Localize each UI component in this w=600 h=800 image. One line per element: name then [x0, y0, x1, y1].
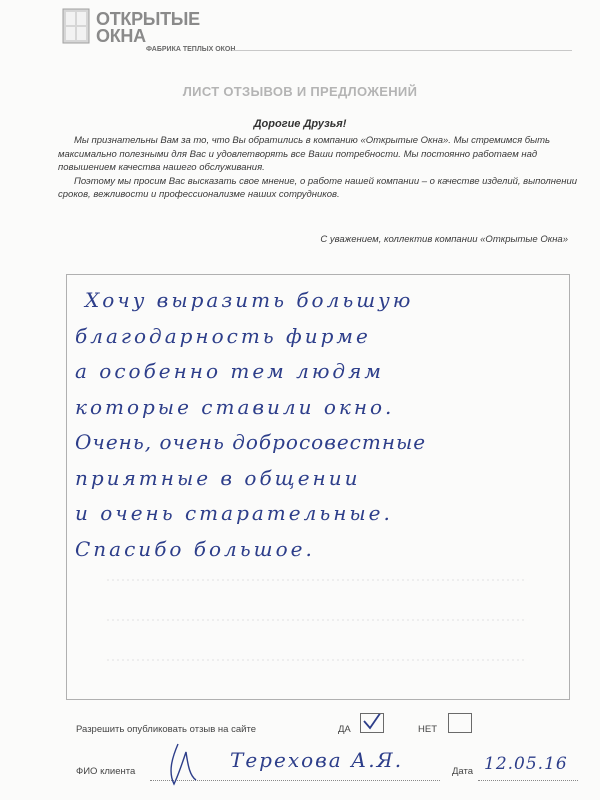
date-value[interactable]: 12.05.16: [484, 754, 568, 774]
feedback-line: а особенно тем людям: [75, 359, 384, 383]
checkmark-icon: [361, 714, 383, 732]
intro-paragraph-1: Мы признательны Вам за то, что Вы обратились в компанию «Открытые Окна». Мы стремимся быть максимально полезными для Вас и удовлетворять все Ваши потребности. Мы постоянно работаем над повышением качества нашего обслуживания.: [58, 135, 551, 173]
feedback-line: приятные в общении: [75, 465, 361, 490]
intro-paragraph-2: Поэтому мы просим Вас высказать свое мнение, о работе нашей компании – о качестве изделий, выполнении сроков, вежливости и профессионализме наших сотрудников.: [58, 175, 578, 200]
client-name-value[interactable]: Терехова А.Я.: [230, 748, 404, 772]
yes-label: ДА: [338, 724, 351, 735]
feedback-line: и очень старательные.: [75, 501, 393, 525]
date-line: [478, 780, 578, 781]
feedback-box[interactable]: [66, 274, 570, 700]
brand-name: [96, 11, 200, 45]
feedback-line: Спасибо большое.: [75, 536, 315, 561]
no-checkbox[interactable]: [448, 713, 472, 733]
date-label: Дата: [452, 766, 474, 777]
signoff: С уважением, коллектив компании «Открытые Окна»: [320, 234, 568, 245]
greeting: Дорогие Друзья!: [253, 118, 347, 130]
window-logo-icon: [62, 8, 90, 44]
no-label: НЕТ: [418, 724, 437, 735]
feedback-line: Очень, очень добросовестные: [75, 430, 427, 454]
brand-line-2: ОКНА: [96, 26, 146, 46]
publish-permission-label: Разрешить опубликовать отзыв на сайте: [76, 724, 256, 735]
signature-icon: [160, 740, 220, 790]
handwritten-feedback: [75, 283, 426, 567]
brand-line-1: ОТКРЫТЫЕ: [96, 9, 200, 29]
yes-checkbox[interactable]: [360, 713, 384, 733]
company-logo: [62, 8, 252, 52]
feedback-line: благодарность фирме: [75, 323, 371, 348]
brand-subtitle: ФАБРИКА ТЕПЛЫХ ОКОН: [146, 46, 236, 53]
form-title: ЛИСТ ОТЗЫВОВ И ПРЕДЛОЖЕНИЙ: [182, 84, 418, 99]
feedback-line: Хочу выразить большую: [85, 288, 414, 312]
header-divider: [232, 50, 572, 51]
client-name-label: ФИО клиента: [76, 766, 136, 777]
feedback-line: которые ставили окно.: [75, 394, 395, 419]
intro-text: [58, 134, 578, 202]
